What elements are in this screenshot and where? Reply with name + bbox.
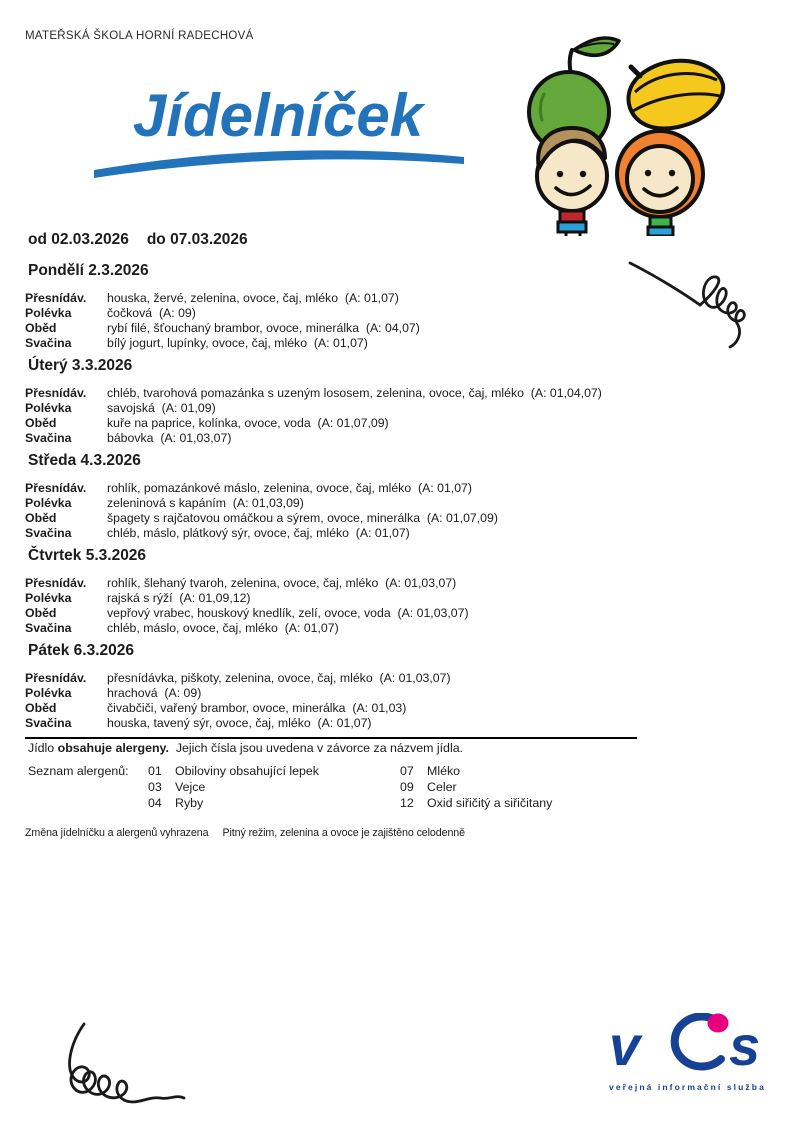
allergen-name: Celer (427, 780, 457, 795)
meal-value: hrachová (A: 09) (107, 685, 202, 700)
footer-note-left: Změna jídelníčku a alergenů vyhrazena (25, 827, 209, 839)
allergen-note-pre: Jídlo (28, 741, 58, 755)
day-title: Pátek 6.3.2026 (28, 642, 135, 659)
allergen-name: Ryby (175, 796, 204, 811)
divider-line (25, 737, 637, 739)
jidelnicek-logo-text: Jídelníček (132, 82, 424, 149)
meal-label: Přesnídáv. (25, 291, 87, 305)
date-from: od 02.03.2026 (28, 231, 129, 248)
vis-i-dot (708, 1014, 729, 1033)
meal-label: Oběd (25, 605, 57, 620)
meal-label: Oběd (25, 415, 57, 430)
meal-label: Polévka (25, 305, 72, 320)
bananas-icon (628, 61, 723, 129)
meal-row (25, 416, 770, 431)
meal-label: Oběd (25, 320, 57, 335)
meal-label: Přesnídáv. (25, 386, 87, 400)
meal-value: rybí filé, šťouchaný brambor, ovoce, minerálka (A: 04,07) (107, 320, 420, 335)
day-title: Čtvrtek 5.3.2026 (28, 547, 147, 564)
meal-value: rohlík, šlehaný tvaroh, zelenina, ovoce, čaj, mléko (A: 01,03,07) (107, 576, 457, 590)
allergen-number: 12 (400, 796, 414, 811)
meal-value: vepřový vrabec, houskový knedlík, zelí, ovoce, voda (A: 01,03,07) (107, 605, 469, 620)
meal-value: čivabčiči, vařený brambor, ovoce, minerálka (A: 01,03) (107, 700, 407, 715)
meal-value: chléb, máslo, plátkový sýr, ovoce, čaj, mléko (A: 01,07) (107, 525, 410, 540)
jidelnicek-logo (72, 40, 484, 190)
meal-value: čočková (A: 09) (107, 305, 196, 320)
meal-value: savojská (A: 01,09) (107, 400, 216, 415)
allergen-list-spacer (28, 779, 148, 795)
logo-underline-swoosh (94, 150, 464, 178)
meal-row (25, 401, 770, 416)
meal-row (25, 481, 770, 496)
kids-fruit-illustration (514, 24, 729, 236)
meal-row (25, 386, 770, 401)
meal-row (25, 496, 770, 511)
meal-label: Přesnídáv. (25, 671, 87, 685)
meal-label: Svačina (25, 430, 72, 445)
meal-value: bílý jogurt, lupínky, ovoce, čaj, mléko (A: 01,07) (107, 335, 368, 350)
meal-value: bábovka (A: 01,03,07) (107, 430, 232, 445)
allergen-note-bold: obsahuje alergeny. (57, 741, 169, 755)
date-range (28, 231, 248, 249)
meal-label: Polévka (25, 495, 72, 510)
allergen-number: 09 (400, 780, 414, 795)
allergen-number: 07 (400, 764, 414, 778)
allergen-name: Oxid siřičitý a siřičitany (427, 796, 553, 811)
meal-label: Svačina (25, 715, 72, 730)
meal-label: Polévka (25, 685, 72, 700)
allergen-number: 01 (148, 764, 162, 778)
meal-value: rajská s rýží (A: 01,09,12) (107, 590, 251, 605)
meal-label: Polévka (25, 590, 72, 605)
meal-row (25, 431, 770, 446)
meal-value: chléb, tvarohová pomazánka s uzeným lososem, zelenina, ovoce, čaj, mléko (A: 01,04,07) (107, 386, 602, 400)
day-section-friday (25, 642, 770, 731)
meal-row (25, 671, 770, 686)
vis-logo (601, 1013, 793, 1092)
meal-label: Oběd (25, 700, 57, 715)
allergen-row (28, 795, 552, 811)
meal-label: Svačina (25, 620, 72, 635)
meal-value: špagety s rajčatovou omáčkou a sýrem, ovoce, minerálka (A: 01,07,09) (107, 510, 498, 525)
meal-row (25, 701, 770, 716)
allergen-name: Mléko (427, 764, 461, 778)
meal-row (25, 591, 770, 606)
meal-value: chléb, máslo, ovoce, čaj, mléko (A: 01,07) (107, 620, 339, 635)
allergen-note-post: Jejich čísla jsou uvedena v závorce za názvem jídla. (168, 741, 464, 755)
allergen-list (28, 763, 552, 812)
meal-value: rohlík, pomazánkové máslo, zelenina, ovoce, čaj, mléko (A: 01,07) (107, 481, 472, 495)
meal-row (25, 716, 770, 731)
date-to: do 07.03.2026 (146, 231, 248, 248)
day-title: Pondělí 2.3.2026 (28, 262, 149, 279)
day-title: Středa 4.3.2026 (28, 452, 141, 469)
allergen-number: 03 (148, 780, 162, 795)
meal-label: Svačina (25, 335, 72, 350)
meal-row (25, 526, 770, 541)
allergen-number: 04 (148, 796, 162, 811)
girl-figure (617, 131, 703, 236)
vis-letter-v: v (609, 1014, 641, 1075)
meal-row (25, 606, 770, 621)
allergen-list-spacer (28, 795, 148, 811)
day-title: Úterý 3.3.2026 (28, 357, 133, 374)
meal-row (25, 511, 770, 526)
meal-label: Polévka (25, 400, 72, 415)
meal-row (25, 621, 770, 636)
meal-value: houska, tavený sýr, ovoce, čaj, mléko (A: 01,07) (107, 715, 372, 730)
vis-subtitle: veřejná informační služba (609, 1082, 766, 1092)
footer-note (25, 827, 465, 839)
vis-logo-mark (601, 1013, 791, 1075)
allergen-row (28, 763, 552, 779)
meal-value: kuře na paprice, kolínka, ovoce, voda (A: 01,07,09) (107, 415, 389, 430)
allergen-name: Vejce (175, 780, 206, 795)
vis-letter-s: s (729, 1014, 761, 1075)
meal-label: Přesnídáv. (25, 576, 87, 590)
allergen-name: Obiloviny obsahující lepek (175, 764, 319, 778)
meal-label: Oběd (25, 510, 57, 525)
school-name: MATEŘSKÁ ŠKOLA HORNÍ RADECHOVÁ (25, 30, 254, 42)
allergen-list-label: Seznam alergenů: (28, 764, 129, 778)
allergen-row (28, 779, 552, 795)
footer-note-right: Pitný režim, zelenina a ovoce je zajištěno celodenně (222, 827, 465, 839)
day-section-thursday (25, 547, 770, 636)
signature-icon (42, 1022, 217, 1117)
signature-icon (628, 255, 793, 355)
day-section-tuesday (25, 357, 770, 446)
meal-value: přesnídávka, piškoty, zelenina, ovoce, čaj, mléko (A: 01,03,07) (107, 671, 451, 685)
meal-label: Přesnídáv. (25, 481, 87, 495)
meal-value: houska, žervé, zelenina, ovoce, čaj, mléko (A: 01,07) (107, 291, 399, 305)
meal-label: Svačina (25, 525, 72, 540)
meal-value: zeleninová s kapáním (A: 01,03,09) (107, 495, 304, 510)
day-section-wednesday (25, 452, 770, 541)
allergen-note (28, 741, 463, 755)
boy-figure (537, 128, 607, 236)
meal-row (25, 686, 770, 701)
meal-row (25, 576, 770, 591)
